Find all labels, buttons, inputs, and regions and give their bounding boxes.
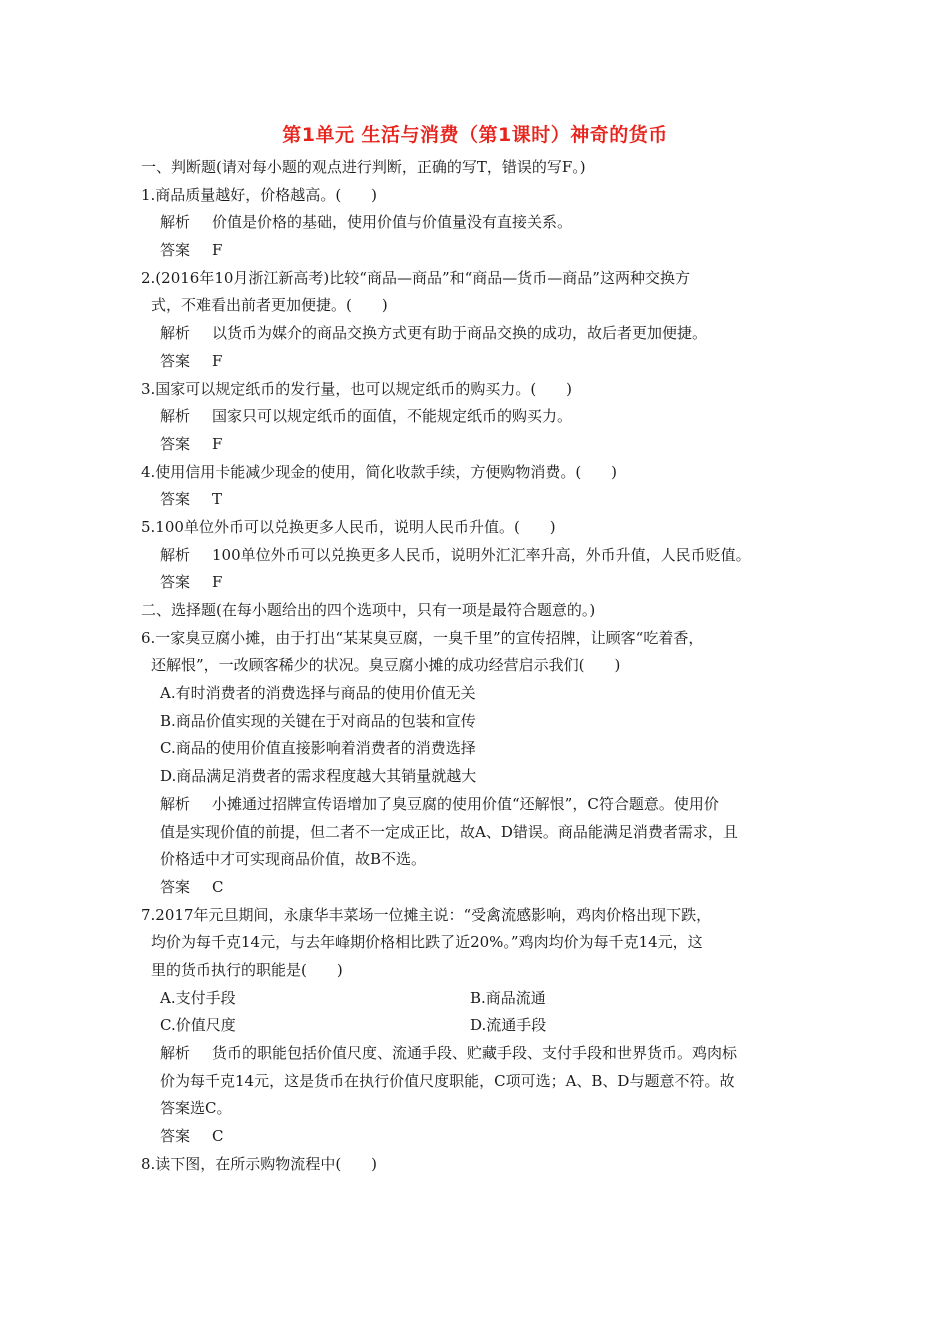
answer-value: F	[212, 573, 223, 592]
question-8: 8.读下图，在所示购物流程中( )	[141, 1154, 378, 1173]
answer-label: 答案	[160, 1127, 191, 1146]
answer-value: C	[212, 877, 224, 896]
question-7-line-2: 均价为每千克14元，与去年峰期价格相比跌了近20%。”鸡肉均价为每千克14元，这	[151, 933, 703, 952]
question-2-line-1: 2.(2016年10月浙江新高考)比较“商品—商品”和“商品—货币—商品”这两种交换方	[141, 268, 690, 287]
answer-label: 答案	[160, 573, 191, 592]
answer-value: T	[212, 490, 223, 509]
analysis-label: 解析	[160, 794, 191, 813]
option-c: C.价值尺度	[160, 1016, 236, 1035]
answer-label: 答案	[160, 351, 191, 370]
answer-value: F	[212, 434, 223, 453]
document-body	[141, 154, 811, 1178]
question-5-analysis	[141, 542, 811, 570]
option-a: A.有时消费者的消费选择与商品的使用价值无关	[160, 684, 476, 703]
question-7-analysis-line-1	[141, 1040, 811, 1068]
question-6-analysis-line-1	[141, 791, 811, 819]
question-1-answer	[141, 237, 811, 265]
option-b: B.商品价值实现的关键在于对商品的包装和宣传	[160, 711, 476, 730]
question-6-answer	[141, 874, 811, 902]
analysis-text: 小摊通过招牌宣传语增加了臭豆腐的使用价值“还解恨”，C符合题意。使用价	[212, 794, 719, 813]
question-5: 5.100单位外币可以兑换更多人民币，说明人民币升值。( )	[141, 517, 556, 536]
answer-value: F	[212, 351, 223, 370]
analysis-text: 货币的职能包括价值尺度、流通手段、贮藏手段、支付手段和世界货币。鸡肉标	[212, 1044, 738, 1062]
analysis-label: 解析	[160, 324, 191, 343]
answer-value: F	[212, 241, 223, 260]
question-2-line-2: 式，不难看出前者更加便捷。( )	[151, 296, 388, 315]
question-1: 1.商品质量越好，价格越高。( )	[141, 185, 378, 204]
option-b: B.商品流通	[470, 988, 546, 1007]
analysis-text: 以货币为媒介的商品交换方式更有助于商品交换的成功，故后者更加便捷。	[212, 324, 708, 343]
analysis-label: 解析	[160, 213, 191, 232]
question-5-answer	[141, 569, 811, 597]
analysis-text: 国家只可以规定纸币的面值，不能规定纸币的购买力。	[212, 407, 573, 426]
question-7-options	[141, 985, 811, 1040]
question-3-analysis	[141, 403, 811, 431]
question-7-answer	[141, 1123, 811, 1151]
question-7-line-1: 7.2017年元旦期间，永康华丰菜场一位摊主说：“受禽流感影响，鸡肉价格出现下跌，	[141, 905, 712, 924]
answer-label: 答案	[160, 877, 191, 896]
question-7-analysis-line-2: 价为每千克14元，这是货币在执行价值尺度职能，C项可选；A、B、D与题意不符。故	[160, 1071, 735, 1090]
question-6-analysis-line-2: 值是实现价值的前提，但二者不一定成正比，故A、D错误。商品能满足消费者需求，且	[160, 822, 738, 841]
section-heading-true-false: 一、判断题(请对每小题的观点进行判断，正确的写T，错误的写F。)	[141, 158, 586, 176]
question-6-line-1: 6.一家臭豆腐小摊，由于打出“某某臭豆腐，一臭千里”的宣传招牌，让顾客“吃着香，	[141, 628, 704, 647]
answer-value: C	[212, 1127, 224, 1146]
analysis-label: 解析	[160, 1044, 191, 1062]
analysis-text: 价值是价格的基础，使用价值与价值量没有直接关系。	[212, 213, 573, 232]
option-a: A.支付手段	[160, 988, 236, 1007]
section-heading-multiple-choice: 二、选择题(在每小题给出的四个选项中，只有一项是最符合题意的。)	[141, 601, 596, 619]
option-d: D.流通手段	[470, 1016, 547, 1035]
answer-label: 答案	[160, 241, 191, 260]
question-2-analysis	[141, 320, 811, 348]
question-7-analysis-line-3: 答案选C。	[160, 1099, 232, 1118]
question-4: 4.使用信用卡能减少现金的使用，简化收款手续，方便购物消费。( )	[141, 462, 618, 481]
question-7-line-3: 里的货币执行的职能是( )	[151, 960, 343, 979]
question-6-line-2: 还解恨”，一改顾客稀少的状况。臭豆腐小摊的成功经营启示我们( )	[151, 656, 621, 675]
answer-label: 答案	[160, 434, 191, 453]
option-c: C.商品的使用价值直接影响着消费者的消费选择	[160, 739, 476, 758]
question-3-answer	[141, 431, 811, 459]
question-6-analysis-line-3: 价格适中才可实现商品价值，故B不选。	[160, 850, 427, 869]
analysis-label: 解析	[160, 545, 191, 564]
question-2-answer	[141, 348, 811, 376]
analysis-label: 解析	[160, 407, 191, 426]
page-title: 第1单元 生活与消费（第1课时）神奇的货币	[282, 124, 668, 146]
option-d: D.商品满足消费者的需求程度越大其销量就越大	[160, 767, 477, 786]
question-3: 3.国家可以规定纸币的发行量，也可以规定纸币的购买力。( )	[141, 379, 573, 398]
question-4-answer	[141, 486, 811, 514]
analysis-text: 100单位外币可以兑换更多人民币，说明外汇汇率升高，外币升值，人民币贬值。	[212, 545, 751, 564]
answer-label: 答案	[160, 490, 191, 509]
question-1-analysis	[141, 209, 811, 237]
